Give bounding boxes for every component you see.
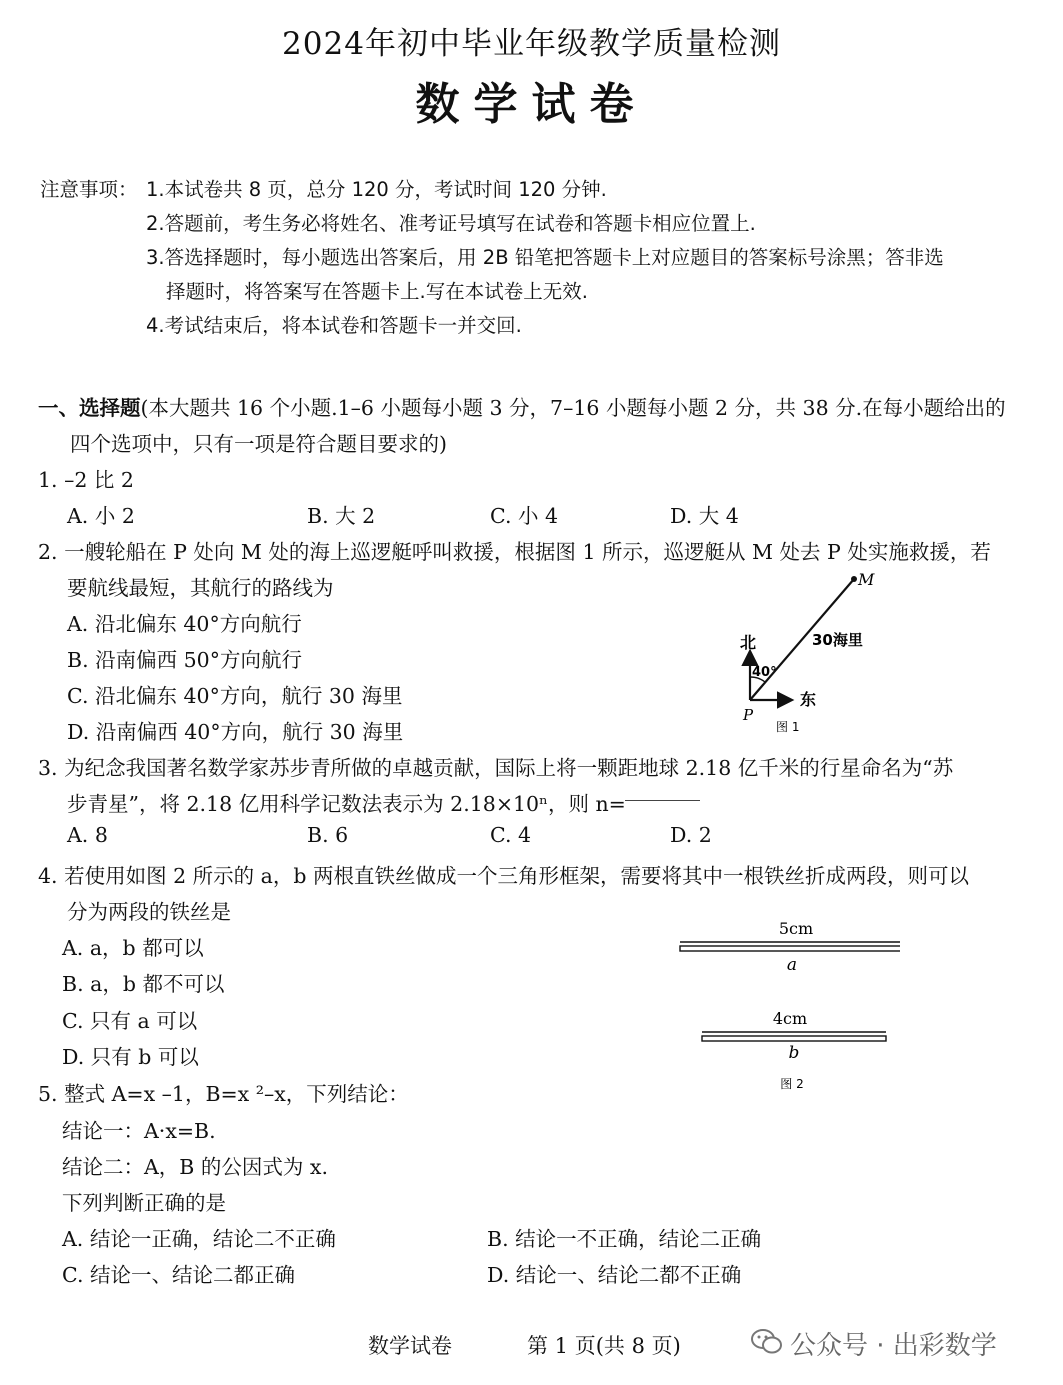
q4-option-b: B. a，b 都不可以	[62, 972, 225, 996]
section-desc-2: 四个选项中，只有一项是符合题目要求的)	[70, 432, 447, 456]
notice-item-1: 1.本试卷共 8 页，总分 120 分，考试时间 120 分钟.	[146, 178, 607, 201]
watermark-text: 公众号 · 出彩数学	[790, 1331, 997, 1361]
wechat-icon	[750, 1327, 784, 1357]
label-north: 北	[740, 633, 757, 652]
figure-1-caption: 图 1	[776, 720, 800, 734]
notice-item-3: 3.答选择题时，每小题选出答案后，用 2B 铅笔把答题卡上对应题目的答案标号涂黑；答非选	[146, 246, 944, 269]
q1-option-a: A. 小 2	[67, 504, 135, 528]
figure-2-diagram	[670, 910, 900, 1100]
footer-page-number: 第 1 页(共 8 页)	[527, 1334, 681, 1358]
q3-option-a: A. 8	[67, 823, 108, 847]
notice-label: 注意事项：	[40, 178, 138, 201]
q5-option-c: C. 结论一、结论二都正确	[62, 1263, 295, 1287]
label-p: P	[743, 706, 754, 724]
q2-stem-2: 要航线最短，其航行的路线为	[67, 576, 334, 600]
q2-option-b: B. 沿南偏西 50°方向航行	[67, 648, 302, 672]
wire-a-length: 5cm	[778, 919, 814, 938]
q1-option-b: B. 大 2	[307, 504, 376, 528]
wire-b-label: b	[788, 1043, 800, 1063]
section-desc-1: (本大题共 16 个小题.1–6 小题每小题 3 分，7–16 小题每小题 2 分，共 38 分.在每小题给出的	[140, 396, 1006, 420]
q3-option-d: D. 2	[670, 823, 712, 847]
label-east: 东	[800, 690, 817, 709]
q1-option-c: C. 小 4	[490, 504, 559, 528]
q5-option-d: D. 结论一、结论二都不正确	[487, 1263, 742, 1287]
q5-option-a: A. 结论一正确，结论二不正确	[62, 1227, 336, 1251]
q4-option-c: C. 只有 a 可以	[62, 1009, 198, 1033]
q3-answer-blank	[625, 800, 700, 801]
wire-b	[702, 1036, 886, 1041]
wire-a-label: a	[786, 955, 798, 975]
wire-a	[680, 946, 900, 951]
point-m-dot	[851, 576, 857, 582]
q4-stem-2: 分为两段的铁丝是	[67, 900, 231, 924]
label-m: M	[858, 570, 875, 589]
q5-conclusion-2: 结论二：A，B 的公因式为 x.	[62, 1155, 328, 1179]
q3-option-c: C. 4	[490, 823, 532, 847]
exam-title: 2024年初中毕业年级教学质量检测	[282, 26, 781, 62]
notice-item-2: 2.答题前，考生务必将姓名、准考证号填写在试卷和答题卡相应位置上.	[146, 212, 756, 235]
q3-stem-2: 步青星”，将 2.18 亿用科学记数法表示为 2.18×10ⁿ，则 n=	[67, 792, 626, 816]
q4-option-a: A. a，b 都可以	[62, 936, 204, 960]
footer-exam-name: 数学试卷	[368, 1334, 452, 1358]
q5-option-b: B. 结论一不正确，结论二正确	[487, 1227, 762, 1251]
q4-option-d: D. 只有 b 可以	[62, 1045, 199, 1069]
figure-1-diagram	[728, 565, 888, 740]
exam-subtitle: 数学试卷	[415, 79, 648, 130]
section-header	[38, 391, 1006, 421]
notice-item-3-cont: 择题时，将答案写在答题卡上.写在本试卷上无效.	[166, 280, 588, 303]
q2-option-a: A. 沿北偏东 40°方向航行	[67, 612, 302, 636]
wire-b-length: 4cm	[772, 1009, 808, 1028]
q3-stem-1: 3. 为纪念我国著名数学家苏步青所做的卓越贡献，国际上将一颗距地球 2.18 亿千米的行星命名为“苏	[38, 756, 954, 780]
label-angle: 40°	[752, 665, 777, 680]
q4-stem-1: 4. 若使用如图 2 所示的 a，b 两根直铁丝做成一个三角形框架，需要将其中一根铁丝折成两段，则可以	[38, 864, 970, 888]
q2-option-c: C. 沿北偏东 40°方向，航行 30 海里	[67, 684, 403, 708]
q2-stem-1: 2. 一艘轮船在 P 处向 M 处的海上巡逻艇呼叫救援，根据图 1 所示，巡逻艇从 M 处去 P 处实施救援，若	[38, 540, 991, 564]
notice-item-4: 4.考试结束后，将本试卷和答题卡一并交回.	[146, 314, 522, 337]
label-distance: 30海里	[812, 631, 863, 649]
q1-option-d: D. 大 4	[670, 504, 739, 528]
q1-stem: 1. –2 比 2	[38, 468, 134, 492]
q3-option-b: B. 6	[307, 823, 349, 847]
q5-conclusion-1: 结论一：A·x=B.	[62, 1119, 216, 1143]
section-title: 一、选择题	[38, 396, 141, 420]
q2-option-d: D. 沿南偏西 40°方向，航行 30 海里	[67, 720, 404, 744]
q5-prompt: 下列判断正确的是	[62, 1191, 226, 1215]
figure-2-caption: 图 2	[780, 1077, 804, 1091]
q5-stem: 5. 整式 A=x –1，B=x ²–x，下列结论：	[38, 1082, 409, 1106]
